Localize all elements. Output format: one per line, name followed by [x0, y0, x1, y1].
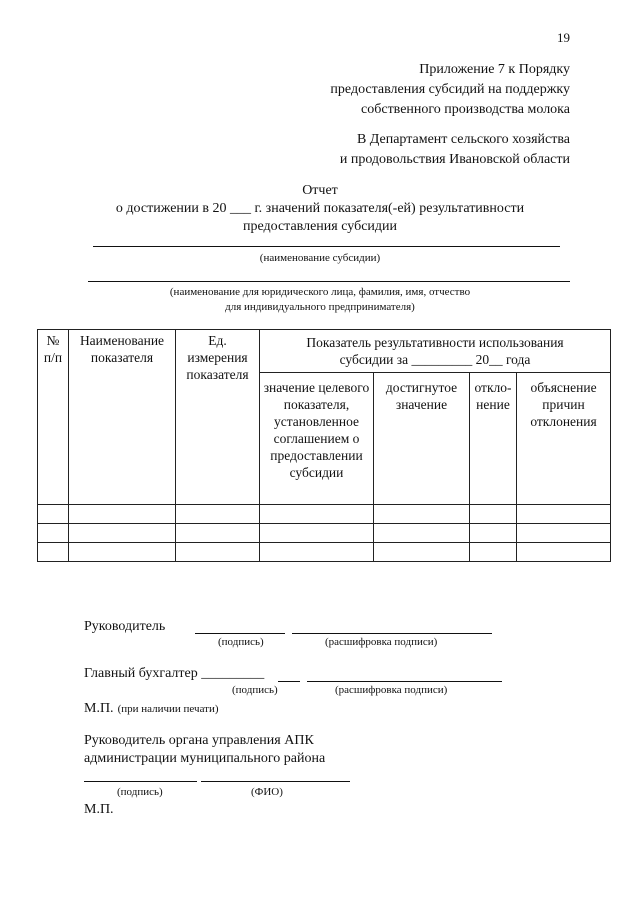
table-cell	[517, 543, 611, 562]
apk-head-line: Руководитель органа управления АПК	[84, 733, 314, 748]
report-subtitle: о достижении в 20 ___ г. значений показателя(-ей) результативности	[115, 201, 525, 216]
table-row	[38, 505, 611, 524]
table-cell	[374, 543, 470, 562]
apk-head-label	[84, 732, 325, 768]
report-title-block	[0, 182, 640, 236]
appendix-line: собственного производства молока	[361, 102, 570, 117]
appendix-header	[330, 60, 570, 120]
table-row	[38, 543, 611, 562]
table-cell	[260, 505, 374, 524]
table-cell	[38, 524, 69, 543]
col-number-header: № п/п	[38, 330, 69, 505]
table-cell	[38, 505, 69, 524]
table-cell	[176, 524, 260, 543]
table-cell	[517, 505, 611, 524]
addressee-line: и продовольствия Ивановской области	[339, 152, 570, 167]
apk-sign-caption: (подпись)	[117, 786, 163, 798]
table-cell	[176, 505, 260, 524]
entity-name-caption	[0, 285, 640, 315]
col-deviation-header: откло-нение	[470, 373, 517, 505]
head-sign-caption: (подпись)	[218, 636, 264, 648]
appendix-line: Приложение 7 к Порядку	[419, 62, 570, 77]
col-achieved-header: достигнутое значение	[374, 373, 470, 505]
addressee-line: В Департамент сельского хозяйства	[356, 132, 570, 147]
table-cell	[176, 543, 260, 562]
col-indicator-name-header: Наименование показателя	[69, 330, 176, 505]
table-cell	[69, 524, 176, 543]
table-cell	[470, 524, 517, 543]
apk-signature-line	[84, 781, 197, 782]
table-cell	[260, 524, 374, 543]
accountant-decode-caption: (расшифровка подписи)	[335, 684, 448, 696]
table-cell	[260, 543, 374, 562]
table-cell	[470, 505, 517, 524]
table-cell	[517, 524, 611, 543]
appendix-line: предоставления субсидий на поддержку	[330, 82, 570, 97]
head-signature-line	[195, 633, 285, 634]
report-title: Отчет	[302, 183, 338, 198]
apk-fio-line	[201, 781, 350, 782]
table-cell	[470, 543, 517, 562]
stamp-place	[84, 699, 219, 717]
table-cell	[38, 543, 69, 562]
report-subtitle: предоставления субсидии	[242, 219, 398, 234]
head-decode-line	[292, 633, 492, 634]
apk-fio-caption: (ФИО)	[251, 786, 283, 798]
table-cell	[69, 505, 176, 524]
stamp-label-2: М.П.	[84, 802, 114, 817]
accountant-label: Главный бухгалтер _________	[84, 666, 265, 681]
accountant-decode-line	[307, 681, 502, 682]
col-explanation-header: объяснение причин отклонения	[517, 373, 611, 505]
table-cell	[374, 505, 470, 524]
apk-head-line: администрации муниципального района	[84, 751, 326, 766]
col-unit-header: Ед. измерения показателя	[176, 330, 260, 505]
subsidy-name-caption: (наименование субсидии)	[259, 252, 381, 264]
addressee-block	[340, 130, 570, 170]
entity-name-line	[88, 281, 570, 282]
table-cell	[69, 543, 176, 562]
head-label: Руководитель	[84, 619, 166, 634]
report-table	[37, 329, 611, 562]
accountant-signature-line	[278, 681, 300, 682]
head-decode-caption: (расшифровка подписи)	[325, 636, 438, 648]
entity-caption-line: для индивидуального предпринимателя)	[225, 301, 415, 313]
stamp-label: М.П.	[84, 701, 114, 716]
col-group-header: Показатель результативности использования субсидии за _________ 20__ года	[260, 330, 611, 373]
page-number: 19	[557, 30, 570, 45]
stamp-note: (при наличии печати)	[117, 703, 219, 715]
table-header-row	[38, 330, 611, 373]
table-cell	[374, 524, 470, 543]
subsidy-name-line	[93, 246, 560, 247]
accountant-sign-caption: (подпись)	[232, 684, 278, 696]
entity-caption-line: (наименование для юридического лица, фамилия, имя, отчество	[169, 286, 471, 298]
table-row	[38, 524, 611, 543]
col-target-value-header: значение целевого показателя, установленное соглашением о предоставлении субсидии	[260, 373, 374, 505]
